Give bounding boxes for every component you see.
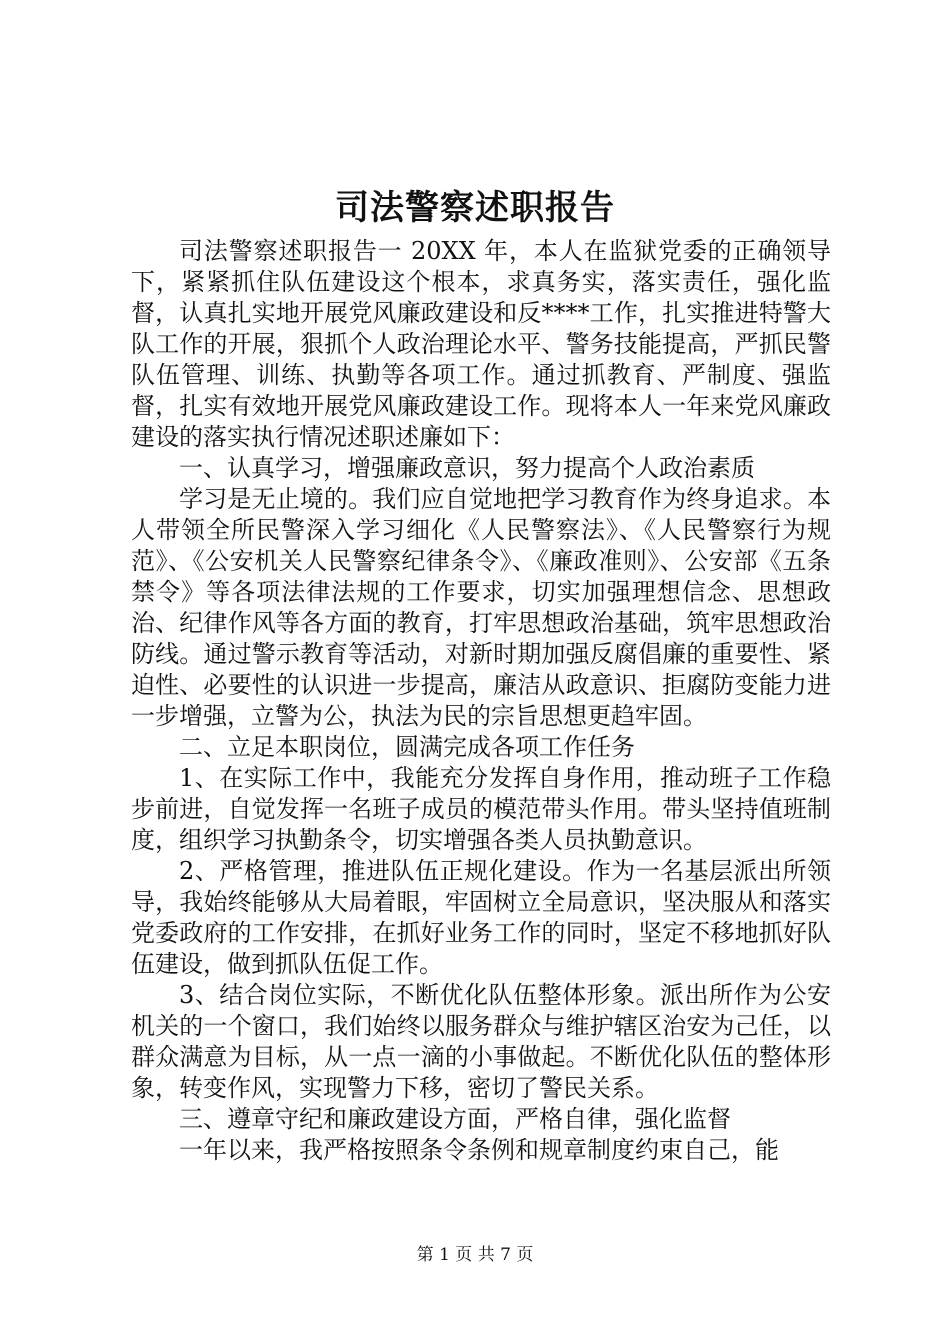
- section-heading-1: 一、认真学习，增强廉政意识，努力提高个人政治素质: [179, 454, 755, 482]
- section-heading-2: 二、立足本职岗位，圆满完成各项工作任务: [179, 733, 635, 761]
- paragraph-item-2: 2、严格管理，推进队伍正规化建设。作为一名基层派出所领导，我始终能够从大局着眼，牢固树立全局意识，坚决服从和落实党委政府的工作安排，在抓好业务工作的同时，坚定不移地抓好队伍建设，做到抓队伍促工作。: [131, 857, 831, 978]
- paragraph-discipline: 一年以来，我严格按照条令条例和规章制度约束自己，能: [179, 1136, 779, 1164]
- paragraph-intro: 司法警察述职报告一 20XX 年，本人在监狱党委的正确领导下，紧紧抓住队伍建设这个根本，求真务实，落实责任，强化监督，认真扎实地开展党风廉政建设和反****工作，扎实推进特警大队工作的开展，狠抓个人政治理论水平、警务技能提高，严抓民警队伍管理、训练、执勤等各项工作。通过抓教育、严制度、强监督，扎实有效地开展党风廉政建设工作。现将本人一年来党风廉政建设的落实执行情况述职述廉如下：: [131, 237, 831, 451]
- document-title: 司法警察述职报告: [335, 188, 615, 228]
- document-body: [131, 236, 831, 1166]
- paragraph-item-3: 3、结合岗位实际，不断优化队伍整体形象。派出所作为公安机关的一个窗口，我们始终以服务群众与维护辖区治安为己任，以群众满意为目标，从一点一滴的小事做起。不断优化队伍的整体形象，转变作风，实现警力下移，密切了警民关系。: [131, 981, 831, 1102]
- section-heading-3: 三、遵章守纪和廉政建设方面，严格自律，强化监督: [179, 1105, 731, 1133]
- paragraph-study: 学习是无止境的。我们应自觉地把学习教育作为终身追求。本人带领全所民警深入学习细化《人民警察法》、《人民警察行为规范》、《公安机关人民警察纪律条令》、《廉政准则》、公安部《五条禁令》等各项法律法规的工作要求，切实加强理想信念、思想政治、纪律作风等各方面的教育，打牢思想政治基础，筑牢思想政治防线。通过警示教育等活动，对新时期加强反腐倡廉的重要性、紧迫性、必要性的认识进一步提高，廉洁从政意识、拒腐防变能力进一步增强，立警为公，执法为民的宗旨思想更趋牢固。: [131, 485, 831, 730]
- paragraph-item-1: 1、在实际工作中，我能充分发挥自身作用，推动班子工作稳步前进，自觉发挥一名班子成员的模范带头作用。带头坚持值班制度，组织学习执勤条令，切实增强各类人员执勤意识。: [131, 764, 831, 854]
- page-number-footer: 第 1 页 共 7 页: [416, 1245, 534, 1265]
